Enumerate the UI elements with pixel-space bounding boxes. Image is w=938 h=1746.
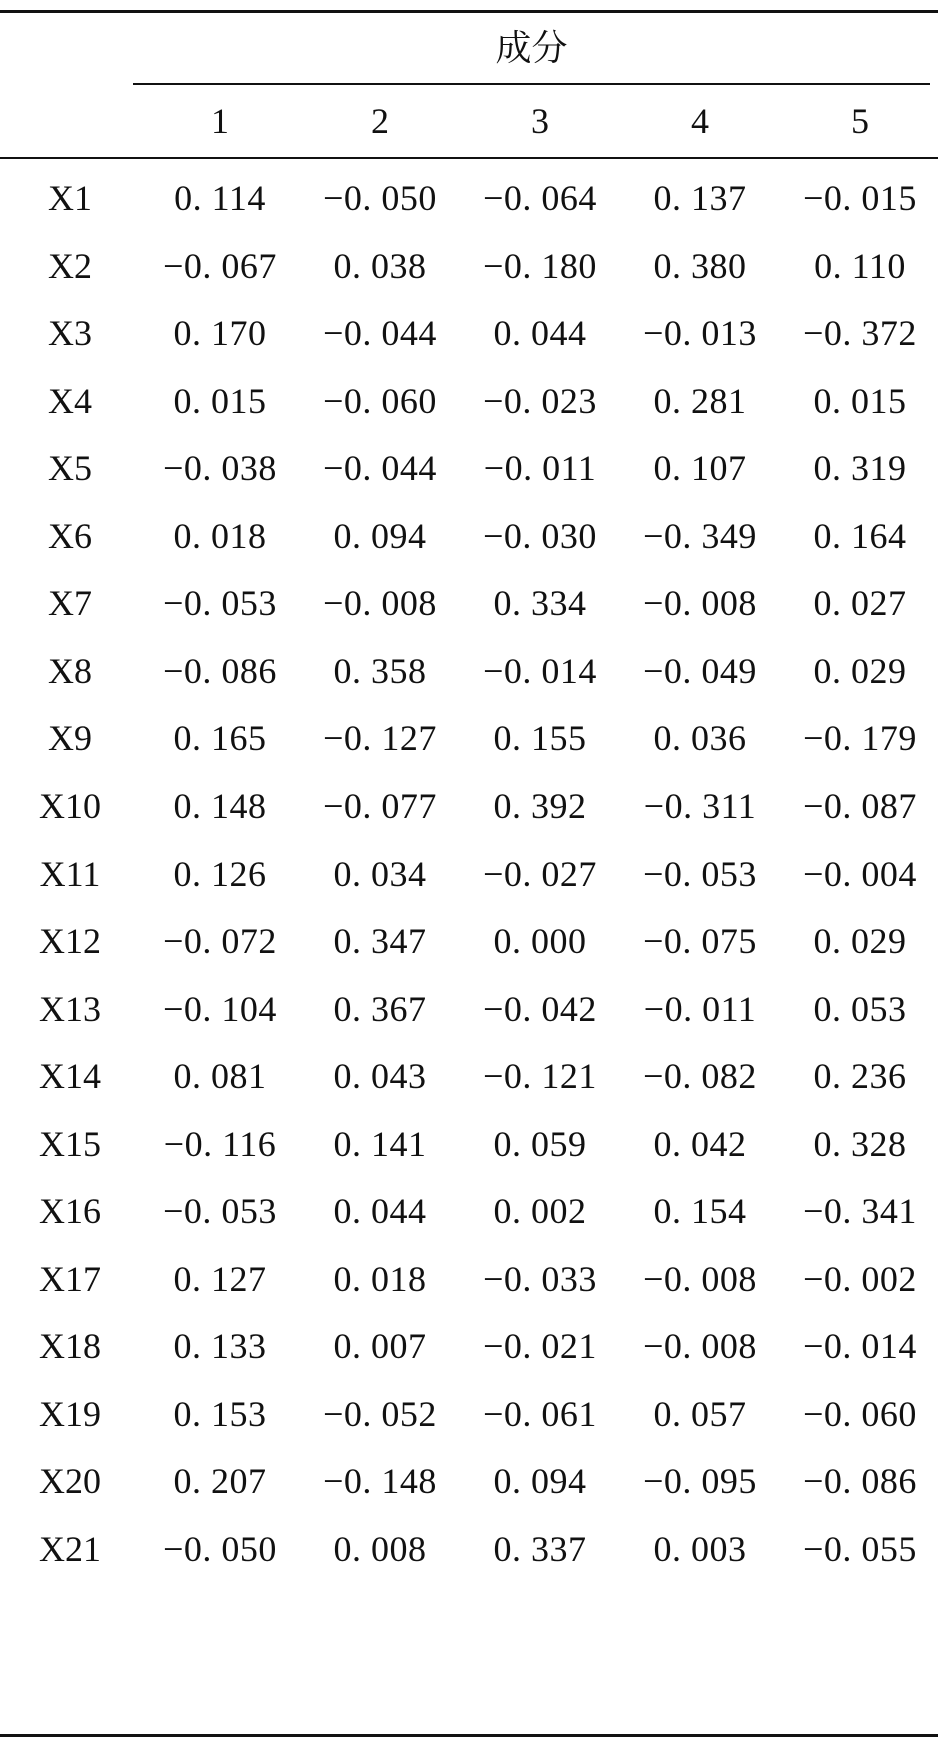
group-header-rule	[133, 83, 930, 85]
score-cell: −0. 014	[483, 650, 597, 691]
score-cell: 0. 015	[813, 380, 907, 421]
table-row	[0, 786, 938, 826]
score-cell: −0. 067	[163, 245, 277, 286]
score-cell: 0. 044	[333, 1191, 427, 1232]
table-row	[0, 854, 938, 894]
score-cell: −0. 015	[803, 178, 917, 218]
score-cell: 0. 148	[173, 785, 267, 826]
row-label: X21	[39, 1529, 101, 1569]
row-label: X2	[48, 245, 92, 286]
score-cell: −0. 087	[803, 785, 917, 826]
score-cell: −0. 127	[323, 718, 437, 759]
score-cell: 0. 018	[173, 515, 267, 556]
score-cell: 0. 380	[653, 245, 747, 286]
score-cell: −0. 027	[483, 853, 597, 894]
table-row	[0, 1326, 938, 1366]
score-cell: 0. 008	[333, 1529, 427, 1569]
score-cell: −0. 011	[643, 988, 757, 1029]
score-cell: −0. 311	[643, 785, 757, 826]
table-row	[0, 921, 938, 961]
score-cell: 0. 029	[813, 921, 907, 962]
score-cell: 0. 053	[813, 988, 907, 1029]
column-header-3: 3	[531, 101, 549, 141]
score-cell: 0. 000	[493, 921, 587, 962]
column-header-5: 5	[851, 101, 869, 141]
score-cell: 0. 164	[813, 515, 907, 556]
row-label: X10	[39, 785, 101, 826]
score-cell: −0. 060	[323, 380, 437, 421]
score-cell: 0. 043	[333, 1056, 427, 1097]
score-cell: −0. 008	[643, 1258, 757, 1299]
row-label: X11	[39, 853, 101, 894]
score-cell: −0. 044	[323, 313, 437, 354]
score-cell: 0. 281	[653, 380, 747, 421]
score-cell: 0. 334	[493, 583, 587, 624]
score-cell: −0. 075	[643, 921, 757, 962]
score-cell: 0. 133	[173, 1326, 267, 1367]
score-cell: 0. 002	[493, 1191, 587, 1232]
score-cell: 0. 328	[813, 1123, 907, 1164]
score-cell: 0. 358	[333, 650, 427, 691]
score-cell: −0. 053	[643, 853, 757, 894]
score-cell: −0. 060	[803, 1393, 917, 1434]
score-cell: 0. 153	[173, 1393, 267, 1434]
table-row	[0, 1124, 938, 1164]
score-cell: −0. 053	[163, 1191, 277, 1232]
row-label: X7	[48, 583, 92, 624]
table-bottom-rule	[0, 1734, 938, 1737]
score-cell: −0. 008	[643, 1326, 757, 1367]
score-cell: 0. 155	[493, 718, 587, 759]
score-cell: −0. 095	[643, 1461, 757, 1502]
table-row	[0, 1529, 938, 1569]
score-cell: −0. 055	[803, 1529, 917, 1569]
score-cell: 0. 127	[173, 1258, 267, 1299]
score-cell: 0. 110	[814, 245, 906, 286]
score-cell: −0. 050	[323, 178, 437, 218]
score-cell: −0. 053	[163, 583, 277, 624]
column-header-4: 4	[691, 101, 709, 141]
row-label: X19	[39, 1393, 101, 1434]
row-label: X3	[48, 313, 92, 354]
table-row	[0, 651, 938, 691]
score-cell: −0. 023	[483, 380, 597, 421]
row-label: X1	[48, 178, 92, 218]
score-cell: −0. 014	[803, 1326, 917, 1367]
row-label: X8	[48, 650, 92, 691]
score-cell: 0. 207	[173, 1461, 267, 1502]
score-cell: 0. 347	[333, 921, 427, 962]
score-cell: 0. 029	[813, 650, 907, 691]
score-cell: 0. 015	[173, 380, 267, 421]
score-cell: −0. 072	[163, 921, 277, 962]
score-cell: 0. 007	[333, 1326, 427, 1367]
row-label: X13	[39, 988, 101, 1029]
score-cell: 0. 319	[813, 448, 907, 489]
table-row	[0, 516, 938, 556]
row-label: X17	[39, 1258, 101, 1299]
score-cell: 0. 392	[493, 785, 587, 826]
score-cell: −0. 050	[163, 1529, 277, 1569]
score-cell: 0. 236	[813, 1056, 907, 1097]
row-label: X12	[39, 921, 101, 962]
score-cell: 0. 126	[173, 853, 267, 894]
table-row	[0, 178, 938, 218]
score-cell: 0. 337	[493, 1529, 587, 1569]
score-cell: 0. 044	[493, 313, 587, 354]
score-cell: 0. 036	[653, 718, 747, 759]
score-cell: 0. 081	[173, 1056, 267, 1097]
score-cell: −0. 082	[643, 1056, 757, 1097]
score-cell: −0. 064	[483, 178, 597, 218]
table-row	[0, 1259, 938, 1299]
table-row	[0, 583, 938, 623]
row-label: X5	[48, 448, 92, 489]
table-row	[0, 313, 938, 353]
table-row	[0, 1191, 938, 1231]
score-cell: −0. 008	[643, 583, 757, 624]
row-label: X20	[39, 1461, 101, 1502]
score-cell: −0. 341	[803, 1191, 917, 1232]
table-row	[0, 1056, 938, 1096]
row-label: X9	[48, 718, 92, 759]
score-cell: −0. 011	[483, 448, 597, 489]
score-cell: −0. 033	[483, 1258, 597, 1299]
score-cell: −0. 038	[163, 448, 277, 489]
score-cell: −0. 077	[323, 785, 437, 826]
score-cell: −0. 179	[803, 718, 917, 759]
score-cell: 0. 003	[653, 1529, 747, 1569]
score-cell: −0. 372	[803, 313, 917, 354]
table-row	[0, 448, 938, 488]
row-label: X18	[39, 1326, 101, 1367]
table-row	[0, 989, 938, 1029]
score-cell: −0. 180	[483, 245, 597, 286]
score-cell: −0. 104	[163, 988, 277, 1029]
row-label: X14	[39, 1056, 101, 1097]
score-cell: −0. 086	[803, 1461, 917, 1502]
score-cell: 0. 094	[493, 1461, 587, 1502]
score-cell: 0. 059	[493, 1123, 587, 1164]
row-label: X15	[39, 1123, 101, 1164]
score-cell: 0. 057	[653, 1393, 747, 1434]
score-cell: −0. 004	[803, 853, 917, 894]
table-row	[0, 1461, 938, 1501]
score-cell: −0. 021	[483, 1326, 597, 1367]
score-cell: −0. 121	[483, 1056, 597, 1097]
row-label: X16	[39, 1191, 101, 1232]
score-cell: −0. 148	[323, 1461, 437, 1502]
score-cell: −0. 086	[163, 650, 277, 691]
score-cell: −0. 116	[163, 1123, 277, 1164]
score-cell: 0. 038	[333, 245, 427, 286]
score-cell: −0. 008	[323, 583, 437, 624]
column-header-1: 1	[211, 101, 229, 141]
score-cell: 0. 114	[174, 178, 266, 218]
row-label: X4	[48, 380, 92, 421]
score-cell: 0. 141	[333, 1123, 427, 1164]
score-cell: 0. 165	[173, 718, 267, 759]
score-cell: −0. 013	[643, 313, 757, 354]
score-cell: −0. 052	[323, 1393, 437, 1434]
score-cell: −0. 030	[483, 515, 597, 556]
score-cell: 0. 367	[333, 988, 427, 1029]
score-cell: −0. 049	[643, 650, 757, 691]
table-row	[0, 381, 938, 421]
table-top-rule	[0, 10, 938, 13]
score-cell: 0. 018	[333, 1258, 427, 1299]
score-cell: −0. 044	[323, 448, 437, 489]
component-group-header: 成分	[495, 28, 568, 68]
score-cell: −0. 349	[643, 515, 757, 556]
score-cell: −0. 002	[803, 1258, 917, 1299]
score-cell: −0. 042	[483, 988, 597, 1029]
score-cell: 0. 154	[653, 1191, 747, 1232]
score-cell: 0. 094	[333, 515, 427, 556]
score-cell: 0. 170	[173, 313, 267, 354]
score-cell: 0. 042	[653, 1123, 747, 1164]
table-row	[0, 1394, 938, 1434]
row-label-header	[0, 101, 140, 141]
column-header-2: 2	[371, 101, 389, 141]
score-cell: 0. 107	[653, 448, 747, 489]
row-label: X6	[48, 515, 92, 556]
score-cell: 0. 027	[813, 583, 907, 624]
table-row	[0, 246, 938, 286]
score-cell: 0. 137	[653, 178, 747, 218]
score-cell: −0. 061	[483, 1393, 597, 1434]
score-cell: 0. 034	[333, 853, 427, 894]
table-row	[0, 718, 938, 758]
header-body-rule	[0, 157, 938, 159]
